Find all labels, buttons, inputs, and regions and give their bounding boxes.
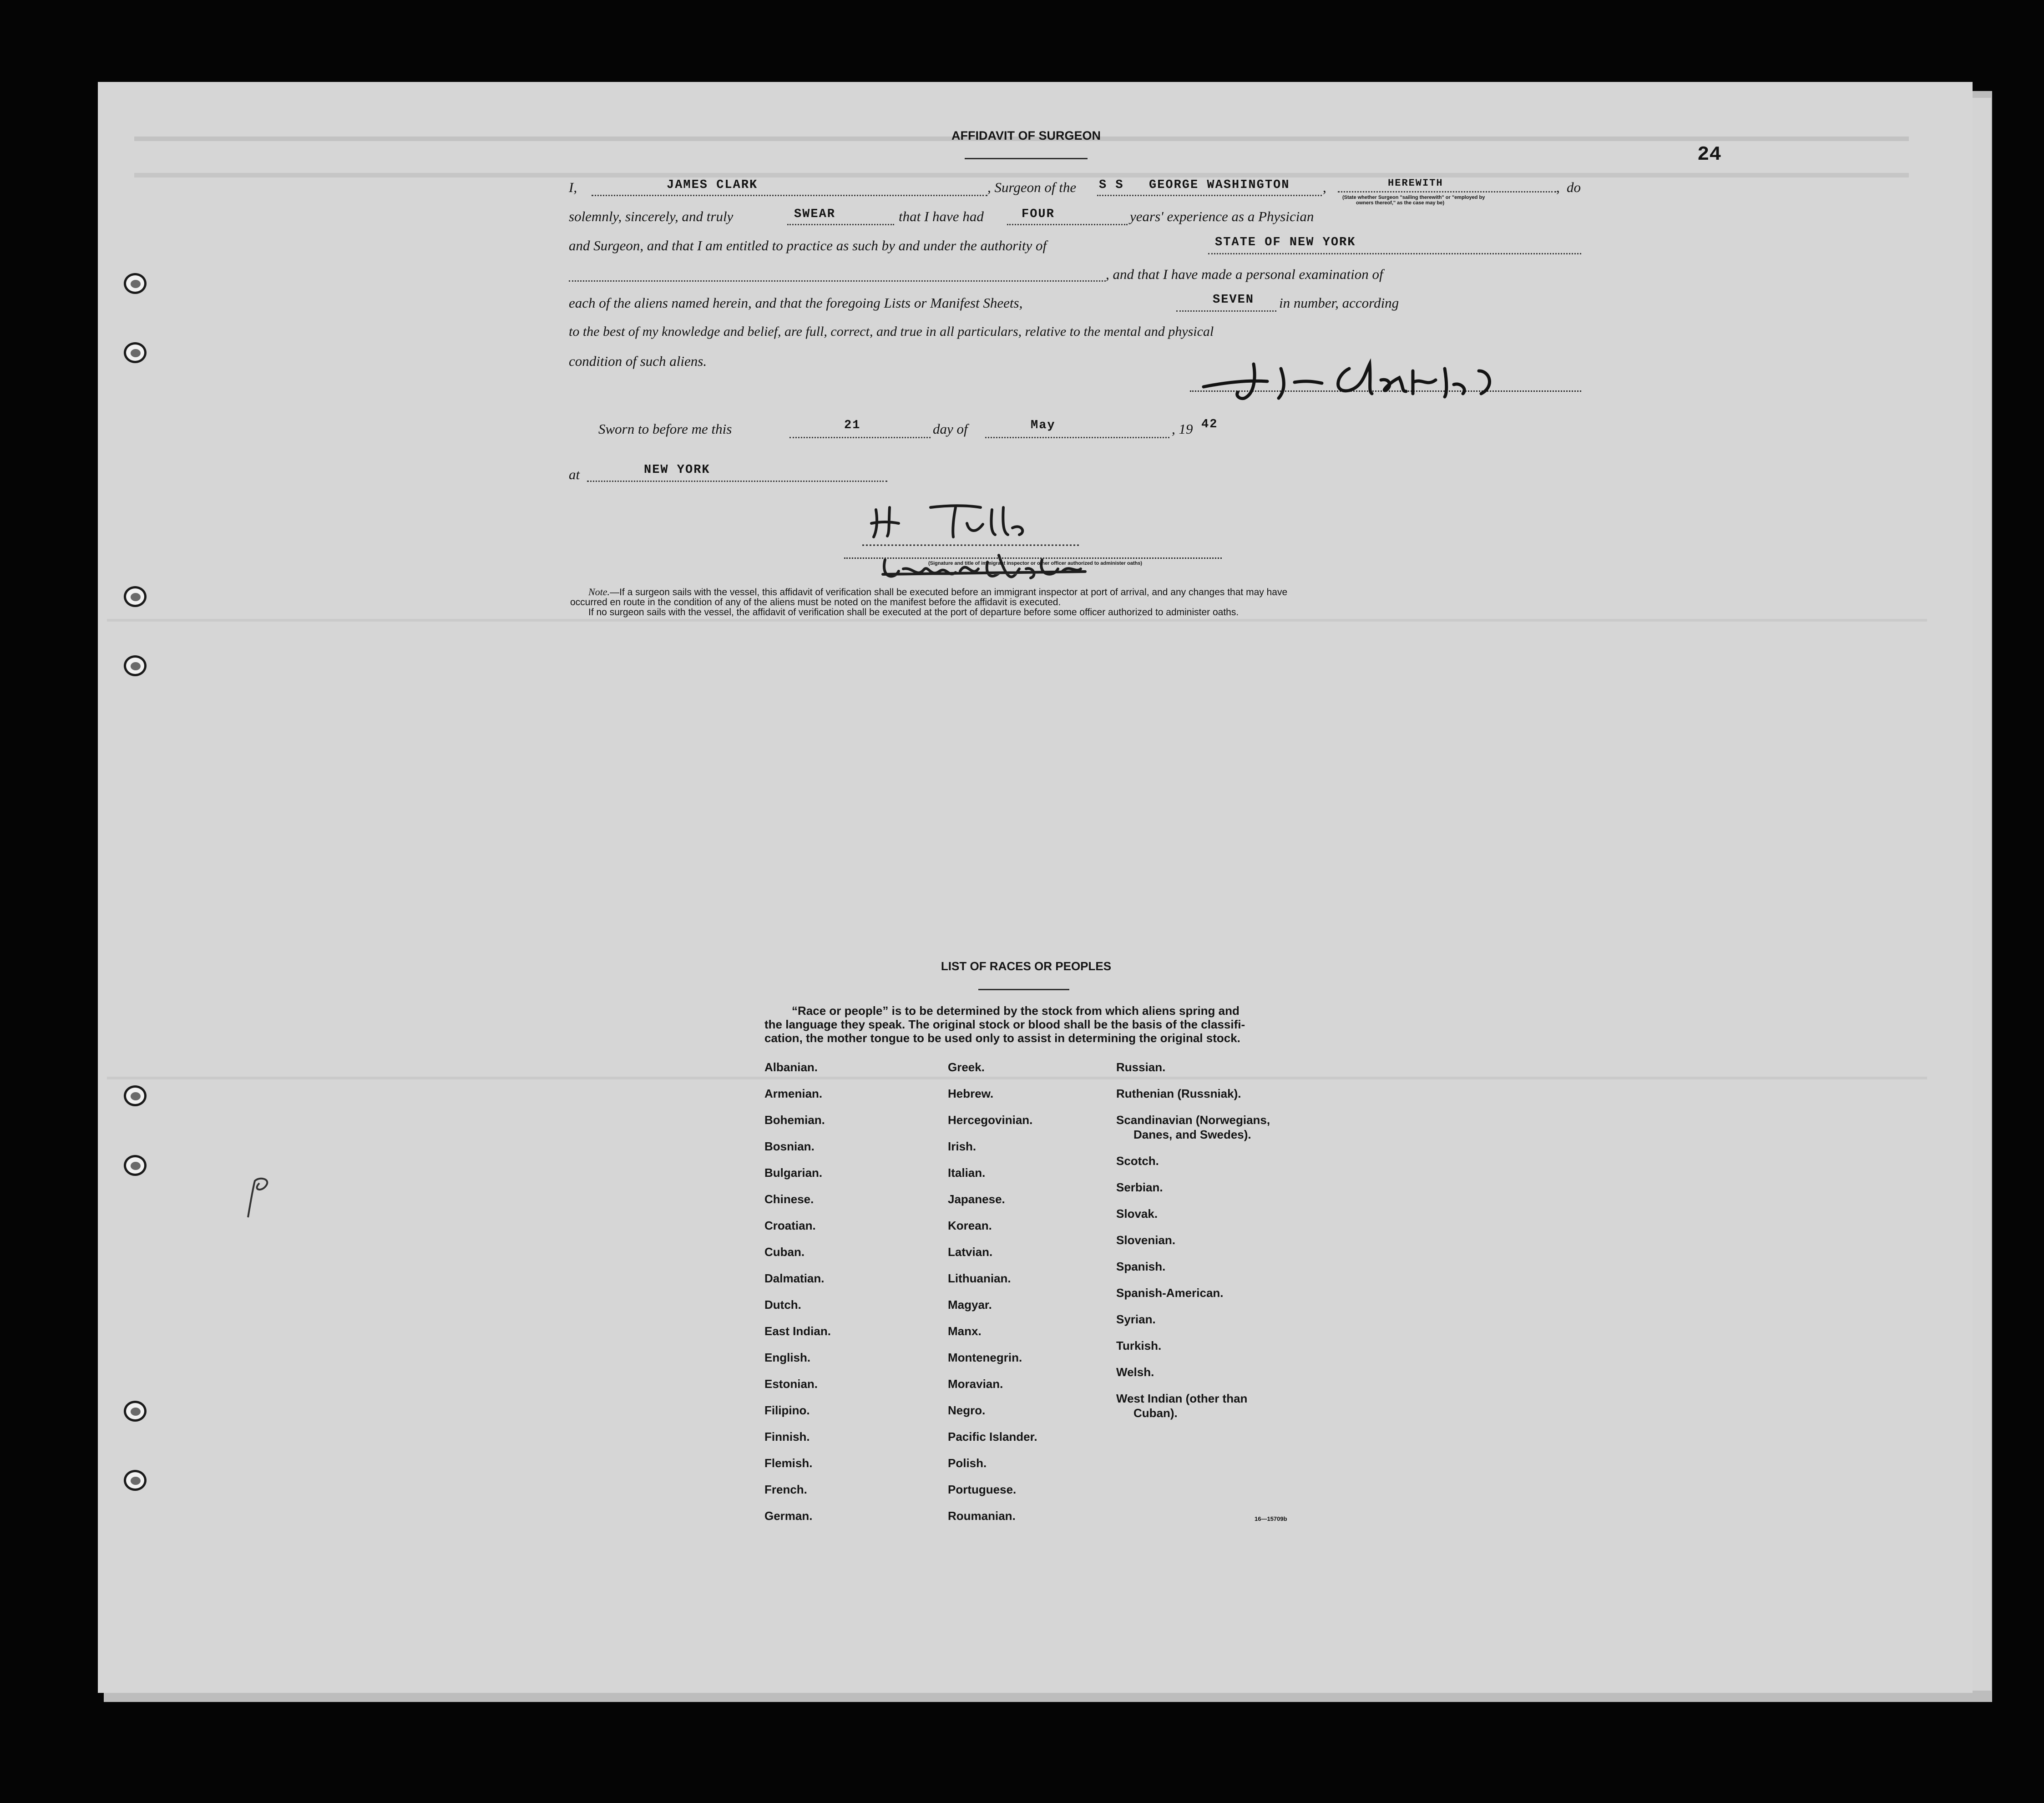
affidavit-text: , and that I have made a personal examination of: [1106, 266, 1383, 282]
race-list-item: Danes, and Swedes).: [1133, 1128, 1251, 1141]
blank-line: [787, 224, 894, 225]
race-list-item: Negro.: [948, 1403, 986, 1417]
sheets-field: SEVEN: [1213, 293, 1255, 307]
race-list-item: Turkish.: [1116, 1339, 1162, 1352]
race-list-item: Bulgarian.: [764, 1166, 823, 1180]
inspector-signature-mark: [862, 491, 1117, 601]
pencil-mark: [239, 1172, 280, 1222]
blank-line: [569, 280, 1106, 282]
race-list-item: Greek.: [948, 1060, 985, 1074]
race-list-item: Scandinavian (Norwegians,: [1116, 1113, 1270, 1127]
oath-field: SWEAR: [794, 208, 836, 221]
affidavit-text: ,: [1323, 179, 1326, 195]
affidavit-text: I,: [569, 179, 577, 195]
race-list-item: Hebrew.: [948, 1087, 994, 1100]
affidavit-text: and Surgeon, and that I am entitled to practice as such by and under the authority of: [569, 238, 1047, 253]
sailing-note: [1342, 195, 1485, 206]
races-intro: [764, 1004, 1245, 1045]
races-column-2: [948, 1060, 1037, 1535]
affidavit-text: each of the aliens named herein, and that the foregoing Lists or Manifest Sheets,: [569, 295, 1023, 311]
blank-line: [985, 437, 1169, 438]
races-intro-line: “Race or people” is to be determined by the stock from which aliens spring and: [792, 1004, 1240, 1018]
blank-line: [587, 481, 887, 482]
race-list-item: Italian.: [948, 1166, 986, 1180]
race-list-item: Bosnian.: [764, 1140, 815, 1153]
race-list-item: Finnish.: [764, 1430, 810, 1443]
blank-line: [1097, 195, 1322, 196]
affidavit-text: Sworn to before me this: [598, 421, 732, 437]
inspector-caption: (Signature and title of immigrant inspector or other officer authorized to administer oaths): [928, 561, 1142, 566]
affidavit-title: AFFIDAVIT OF SURGEON: [951, 129, 1101, 142]
affidavit-text: at: [569, 466, 580, 482]
race-list-item: Slovenian.: [1116, 1233, 1176, 1247]
sailing-field: HEREWITH: [1388, 177, 1443, 189]
race-list-item: Estonian.: [764, 1377, 818, 1391]
race-list-item: Korean.: [948, 1219, 992, 1232]
affidavit-text: condition of such aliens.: [569, 353, 707, 369]
race-list-item: Manx.: [948, 1324, 982, 1338]
sworn-day-field: 21: [844, 419, 861, 432]
race-list-item: Albanian.: [764, 1060, 818, 1074]
race-list-item: Armenian.: [764, 1087, 823, 1100]
document-page: [98, 82, 1973, 1693]
race-list-item: Spanish.: [1116, 1260, 1166, 1273]
affidavit-text: that I have had: [899, 208, 984, 224]
punch-hole: [124, 1085, 147, 1106]
race-list-item: Dutch.: [764, 1298, 801, 1312]
races-title: LIST OF RACES OR PEOPLES: [941, 959, 1112, 973]
races-title-underline: [978, 989, 1069, 990]
affidavit-text: ,: [1556, 179, 1560, 195]
punch-hole: [124, 342, 147, 363]
race-list-item: Polish.: [948, 1456, 987, 1470]
blank-line: [592, 195, 987, 196]
sworn-month-field: May: [1031, 419, 1056, 432]
race-list-item: Serbian.: [1116, 1180, 1163, 1194]
race-list-item: East Indian.: [764, 1324, 831, 1338]
race-list-item: Roumanian.: [948, 1509, 1016, 1523]
race-list-item: Chinese.: [764, 1192, 814, 1206]
races-column-1: [764, 1060, 831, 1535]
affidavit-text: do: [1567, 179, 1581, 195]
race-list-item: Croatian.: [764, 1219, 816, 1232]
race-list-item: French.: [764, 1483, 807, 1496]
affidavit-text: years' experience as a Physician: [1130, 208, 1314, 224]
affidavit-text: , Surgeon of the: [987, 179, 1077, 195]
race-list-item: Pacific Islander.: [948, 1430, 1037, 1443]
race-list-item: Cuban.: [764, 1245, 805, 1259]
race-list-item: Irish.: [948, 1140, 976, 1153]
race-list-item: Japanese.: [948, 1192, 1005, 1206]
affidavit-note: [570, 586, 1589, 618]
races-column-3: [1116, 1060, 1270, 1433]
blank-line: [1338, 191, 1556, 192]
surgeon-signature: [1199, 355, 1508, 407]
race-list-item: Dalmatian.: [764, 1271, 825, 1285]
affidavit-text: day of: [933, 421, 968, 437]
vessel-name-field: GEORGE WASHINGTON: [1149, 178, 1290, 192]
blank-line: [1007, 224, 1128, 225]
sailing-note-line: (State whether Surgeon "sailing therewith" or "employed by: [1342, 195, 1485, 200]
races-intro-line: the language they speak. The original stock or blood shall be the basis of the classifi-: [764, 1018, 1245, 1031]
sworn-year-field: 42: [1201, 418, 1218, 431]
race-list-item: Scotch.: [1116, 1154, 1159, 1168]
race-list-item: Hercegovinian.: [948, 1113, 1033, 1127]
race-list-item: German.: [764, 1509, 813, 1523]
affidavit-text: in number, according: [1279, 295, 1399, 311]
race-list-item: Filipino.: [764, 1403, 810, 1417]
punch-hole: [124, 1155, 147, 1176]
race-list-item: English.: [764, 1351, 811, 1364]
race-list-item: Russian.: [1116, 1060, 1166, 1074]
race-list-item: Ruthenian (Russniak).: [1116, 1087, 1241, 1100]
race-list-item: Slovak.: [1116, 1207, 1158, 1221]
affidavit-text: , 19: [1172, 421, 1193, 437]
blank-line: [789, 437, 931, 438]
race-list-item: Syrian.: [1116, 1312, 1156, 1326]
race-list-item: Portuguese.: [948, 1483, 1017, 1496]
race-list-item: Lithuanian.: [948, 1271, 1011, 1285]
race-list-item: Bohemian.: [764, 1113, 825, 1127]
blank-line: [1176, 310, 1276, 312]
page-number: 24: [1697, 143, 1721, 166]
sworn-place-field: NEW YORK: [644, 463, 710, 477]
vessel-prefix-field: S S: [1099, 178, 1124, 192]
race-list-item: West Indian (other than: [1116, 1392, 1248, 1405]
years-field: FOUR: [1022, 208, 1055, 221]
affidavit-text: to the best of my knowledge and belief, are full, correct, and true in all particulars, relative to the mental and physical: [569, 324, 1214, 339]
race-list-item: Montenegrin.: [948, 1351, 1022, 1364]
punch-hole: [124, 586, 147, 607]
signature-line: [844, 557, 1222, 559]
form-number: 16—15709b: [1255, 1515, 1287, 1522]
authority-field: STATE OF NEW YORK: [1215, 236, 1356, 249]
note-text: occurred en route in the condition of any of the aliens must be noted on the manifest before the affidavit is executed.: [570, 597, 1061, 608]
race-list-item: Cuban).: [1133, 1406, 1178, 1420]
affidavit-text: solemnly, sincerely, and truly: [569, 208, 734, 224]
surgeon-name-field: JAMES CLARK: [667, 178, 758, 192]
race-list-item: Flemish.: [764, 1456, 813, 1470]
blank-line: [1208, 253, 1581, 254]
surgeon-signature-mark: [1199, 355, 1508, 405]
punch-hole: [124, 655, 147, 676]
race-list-item: Moravian.: [948, 1377, 1003, 1391]
punch-hole: [124, 1401, 147, 1422]
race-list-item: Latvian.: [948, 1245, 993, 1259]
inspector-signature: [862, 491, 1117, 603]
note-label: Note.: [588, 586, 610, 598]
race-list-item: Welsh.: [1116, 1365, 1154, 1379]
note-text: If no surgeon sails with the vessel, the affidavit of verification shall be executed at the port of departure before some officer authorized to administer oaths.: [588, 607, 1239, 618]
race-list-item: Spanish-American.: [1116, 1286, 1224, 1300]
punch-hole: [124, 1470, 147, 1491]
punch-hole: [124, 273, 147, 294]
title-underline: [965, 158, 1088, 159]
races-intro-line: cation, the mother tongue to be used only to assist in determining the original stock.: [764, 1031, 1240, 1045]
race-list-item: Magyar.: [948, 1298, 992, 1312]
note-text: —If a surgeon sails with the vessel, this affidavit of verification shall be executed before an immigrant inspector at port of arrival, and any changes that may have: [610, 587, 1288, 598]
sailing-note-line: owners thereof," as the case may be): [1356, 200, 1445, 206]
